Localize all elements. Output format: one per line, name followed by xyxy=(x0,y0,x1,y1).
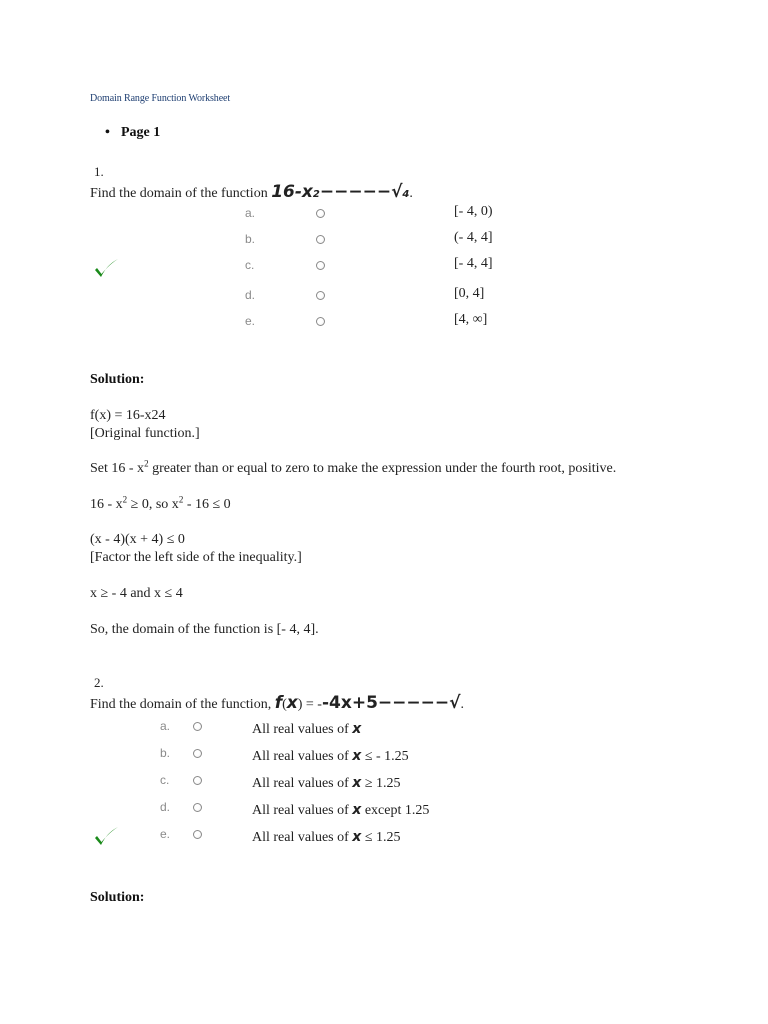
q2-option-b-var: x xyxy=(352,748,362,764)
q1-correct-check-icon xyxy=(93,258,119,280)
q2-option-c-var: x xyxy=(352,775,362,791)
q2-option-b-suffix: ≤ - 1.25 xyxy=(361,749,409,764)
q1-option-c-letter: c. xyxy=(245,258,255,272)
document-title: Domain Range Function Worksheet xyxy=(90,93,231,104)
solution-1-line-8: So, the domain of the function is [- 4, 4]. xyxy=(90,622,319,637)
question-1-prompt xyxy=(90,182,413,202)
q2-option-b-prefix: All real values of xyxy=(252,749,353,764)
solution-1-line-4-a: 16 - x xyxy=(90,497,123,512)
q2-option-a-radio[interactable] xyxy=(193,722,202,731)
question-1-math-tail: −−−−−√ xyxy=(319,182,403,202)
q1-option-e-letter: e. xyxy=(245,314,256,328)
solution-1-line-3-b: greater than or equal to zero to make the expression under the fourth root, positive. xyxy=(148,461,617,476)
q2-option-c-radio[interactable] xyxy=(193,776,202,785)
q1-option-d-letter: d. xyxy=(245,288,256,302)
q1-option-c-radio[interactable] xyxy=(316,261,325,270)
q1-option-b-letter: b. xyxy=(245,232,256,246)
q1-option-c-text: [- 4, 4] xyxy=(454,256,493,271)
q2-option-c-prefix: All real values of xyxy=(252,776,353,791)
question-1-math-main: 16-x xyxy=(271,182,313,202)
solution-1-line-4-c: - 16 ≤ 0 xyxy=(183,497,231,512)
q1-option-e-text: [4, ∞] xyxy=(454,312,488,327)
page-label-text: Page 1 xyxy=(121,125,161,140)
q2-option-a-var: x xyxy=(352,721,362,737)
q2-option-e-radio[interactable] xyxy=(193,830,202,839)
question-2-number: 2. xyxy=(94,675,104,690)
q2-option-b-radio[interactable] xyxy=(193,749,202,758)
q2-option-b-text xyxy=(252,748,409,765)
question-1-math-index: 4 xyxy=(402,189,410,200)
q2-option-d-text xyxy=(252,802,429,819)
q1-option-d-radio[interactable] xyxy=(316,291,325,300)
q2-option-c-letter: c. xyxy=(160,773,170,787)
question-2-math-x: x xyxy=(286,693,298,713)
q2-option-e-prefix: All real values of xyxy=(252,830,353,845)
question-2-end: . xyxy=(460,697,464,712)
question-2-math-eq: ) = - xyxy=(297,697,322,712)
q1-option-b-text: (- 4, 4] xyxy=(454,230,493,245)
q2-option-e-var: x xyxy=(352,829,362,845)
q1-option-e-radio[interactable] xyxy=(316,317,325,326)
question-1-number: 1. xyxy=(94,164,104,179)
page-label xyxy=(105,125,161,141)
solution-1-line-3 xyxy=(90,458,617,477)
question-2-prompt-text: Find the domain of the function, xyxy=(90,697,272,712)
q2-option-a-prefix: All real values of xyxy=(252,722,353,737)
solution-1-line-4-sup-2: 2 xyxy=(178,494,184,505)
solution-1-line-5: (x - 4)(x + 4) ≤ 0 xyxy=(90,532,185,547)
q2-option-e-text xyxy=(252,829,401,846)
q2-option-d-prefix: All real values of xyxy=(252,803,353,818)
q2-option-d-letter: d. xyxy=(160,800,171,814)
solution-2-heading: Solution: xyxy=(90,890,145,905)
question-2-math-tail: −−−−−√ xyxy=(377,693,461,713)
solution-1-line-7: x ≥ - 4 and x ≤ 4 xyxy=(90,586,183,601)
q1-option-a-letter: a. xyxy=(245,206,256,220)
question-2-math-body: -4x+5 xyxy=(321,693,378,713)
q1-option-a-text: [- 4, 0) xyxy=(454,204,493,219)
solution-1-line-3-a: Set 16 - x xyxy=(90,461,145,476)
q2-option-c-text xyxy=(252,775,401,792)
question-1-math-sub: 2 xyxy=(312,189,320,200)
question-1-end: . xyxy=(409,186,413,201)
solution-1-line-1: f(x) = 16-x24 xyxy=(90,408,166,423)
q2-option-d-var: x xyxy=(352,802,362,818)
question-1-prompt-text: Find the domain of the function xyxy=(90,186,268,201)
q2-option-e-suffix: ≤ 1.25 xyxy=(361,830,401,845)
q2-option-e-letter: e. xyxy=(160,827,171,841)
q2-option-c-suffix: ≥ 1.25 xyxy=(361,776,401,791)
solution-1-line-3-sup: 2 xyxy=(144,458,149,469)
q2-option-d-suffix: except 1.25 xyxy=(361,803,430,818)
question-2-math-f: f xyxy=(274,693,283,713)
solution-1-heading: Solution: xyxy=(90,372,145,387)
bullet-icon: • xyxy=(105,125,110,140)
solution-1-line-4-sup-1: 2 xyxy=(122,494,128,505)
q2-option-a-text xyxy=(252,721,361,738)
q2-option-a-letter: a. xyxy=(160,719,171,733)
q1-option-b-radio[interactable] xyxy=(316,235,325,244)
solution-1-line-4-b: ≥ 0, so x xyxy=(127,497,179,512)
q1-option-d-text: [0, 4] xyxy=(454,286,485,301)
q2-option-d-radio[interactable] xyxy=(193,803,202,812)
q1-option-a-radio[interactable] xyxy=(316,209,325,218)
solution-1-line-6: [Factor the left side of the inequality.] xyxy=(90,550,302,565)
q2-correct-check-icon xyxy=(93,826,119,848)
question-2-prompt: Find the domain of the function, f(x) = --4x+5−−−−−√. xyxy=(90,693,464,713)
solution-1-line-2: [Original function.] xyxy=(90,426,200,441)
solution-1-line-4 xyxy=(90,494,231,513)
q2-option-b-letter: b. xyxy=(160,746,171,760)
